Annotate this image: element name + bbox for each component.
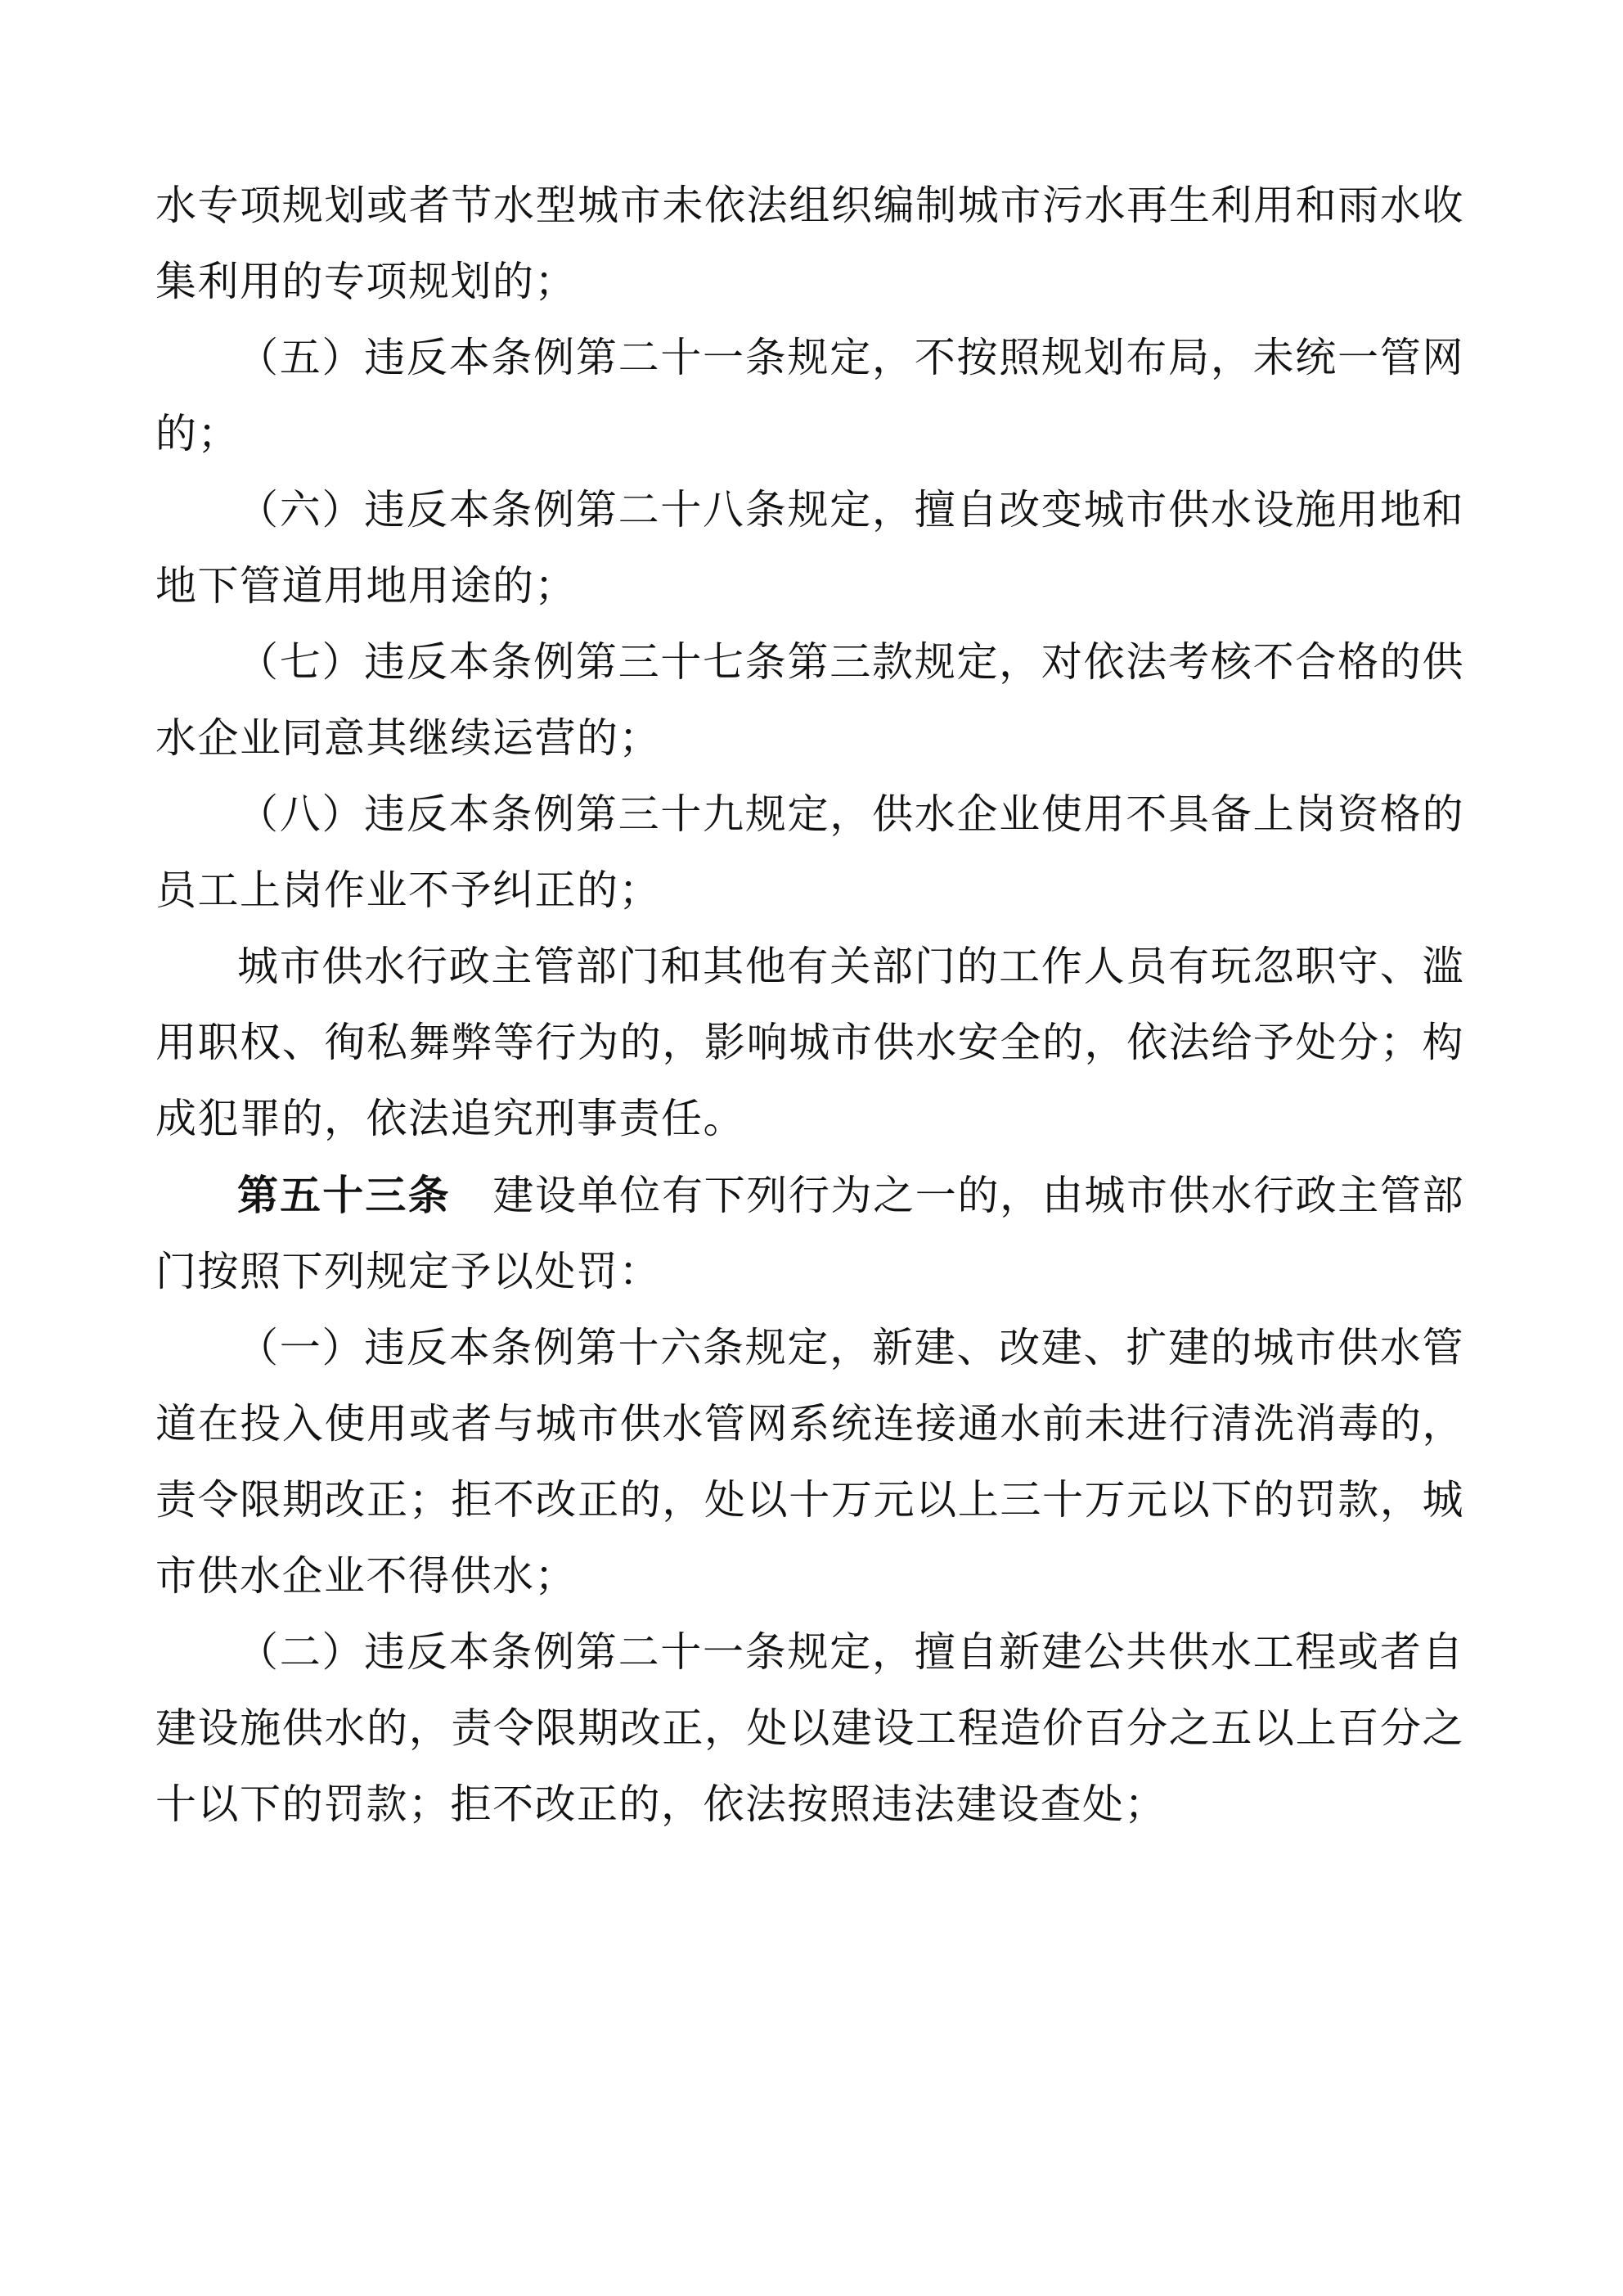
paragraph-item-7: （七）违反本条例第三十七条第三款规定，对依法考核不合格的供水企业同意其继续运营的； (155, 638, 1464, 762)
paragraph: 水专项规划或者节水型城市未依法组织编制城市污水再生利用和雨水收集利用的专项规划的； (155, 182, 1464, 305)
paragraph-liability: 城市供水行政主管部门和其他有关部门的工作人员有玩忽职守、滥用职权、徇私舞弊等行为的，影响城市供水安全的，依法给予处分；构成犯罪的，依法追究刑事责任。 (155, 943, 1464, 1142)
article-number: 第五十三条 (237, 1171, 451, 1219)
article-53-text: 建设单位有下列行为之一的，由城市供水行政主管部门按照下列规定予以处罚： (155, 1172, 1465, 1295)
paragraph-item-5: （五）违反本条例第二十一条规定，不按照规划布局，未统一管网的； (155, 334, 1464, 457)
article-53-paragraph (155, 1157, 1464, 1310)
paragraph-item-8: （八）违反本条例第三十九规定，供水企业使用不具备上岗资格的员工上岗作业不予纠正的； (155, 790, 1464, 914)
paragraph-item-6: （六）违反本条例第二十八条规定，擅自改变城市供水设施用地和地下管道用地用途的； (155, 486, 1464, 610)
paragraph-item-2: （二）违反本条例第二十一条规定，擅自新建公共供水工程或者自建设施供水的，责令限期改正，处以建设工程造价百分之五以上百分之十以下的罚款；拒不改正的，依法按照违法建设查处； (155, 1628, 1464, 1828)
paragraph-item-1: （一）违反本条例第十六条规定，新建、改建、扩建的城市供水管道在投入使用或者与城市供水管网系统连接通水前未进行清洗消毒的，责令限期改正；拒不改正的，处以十万元以上三十万元以下的罚款，城市供水企业不得供水； (155, 1324, 1464, 1600)
document-body (155, 168, 1464, 1843)
